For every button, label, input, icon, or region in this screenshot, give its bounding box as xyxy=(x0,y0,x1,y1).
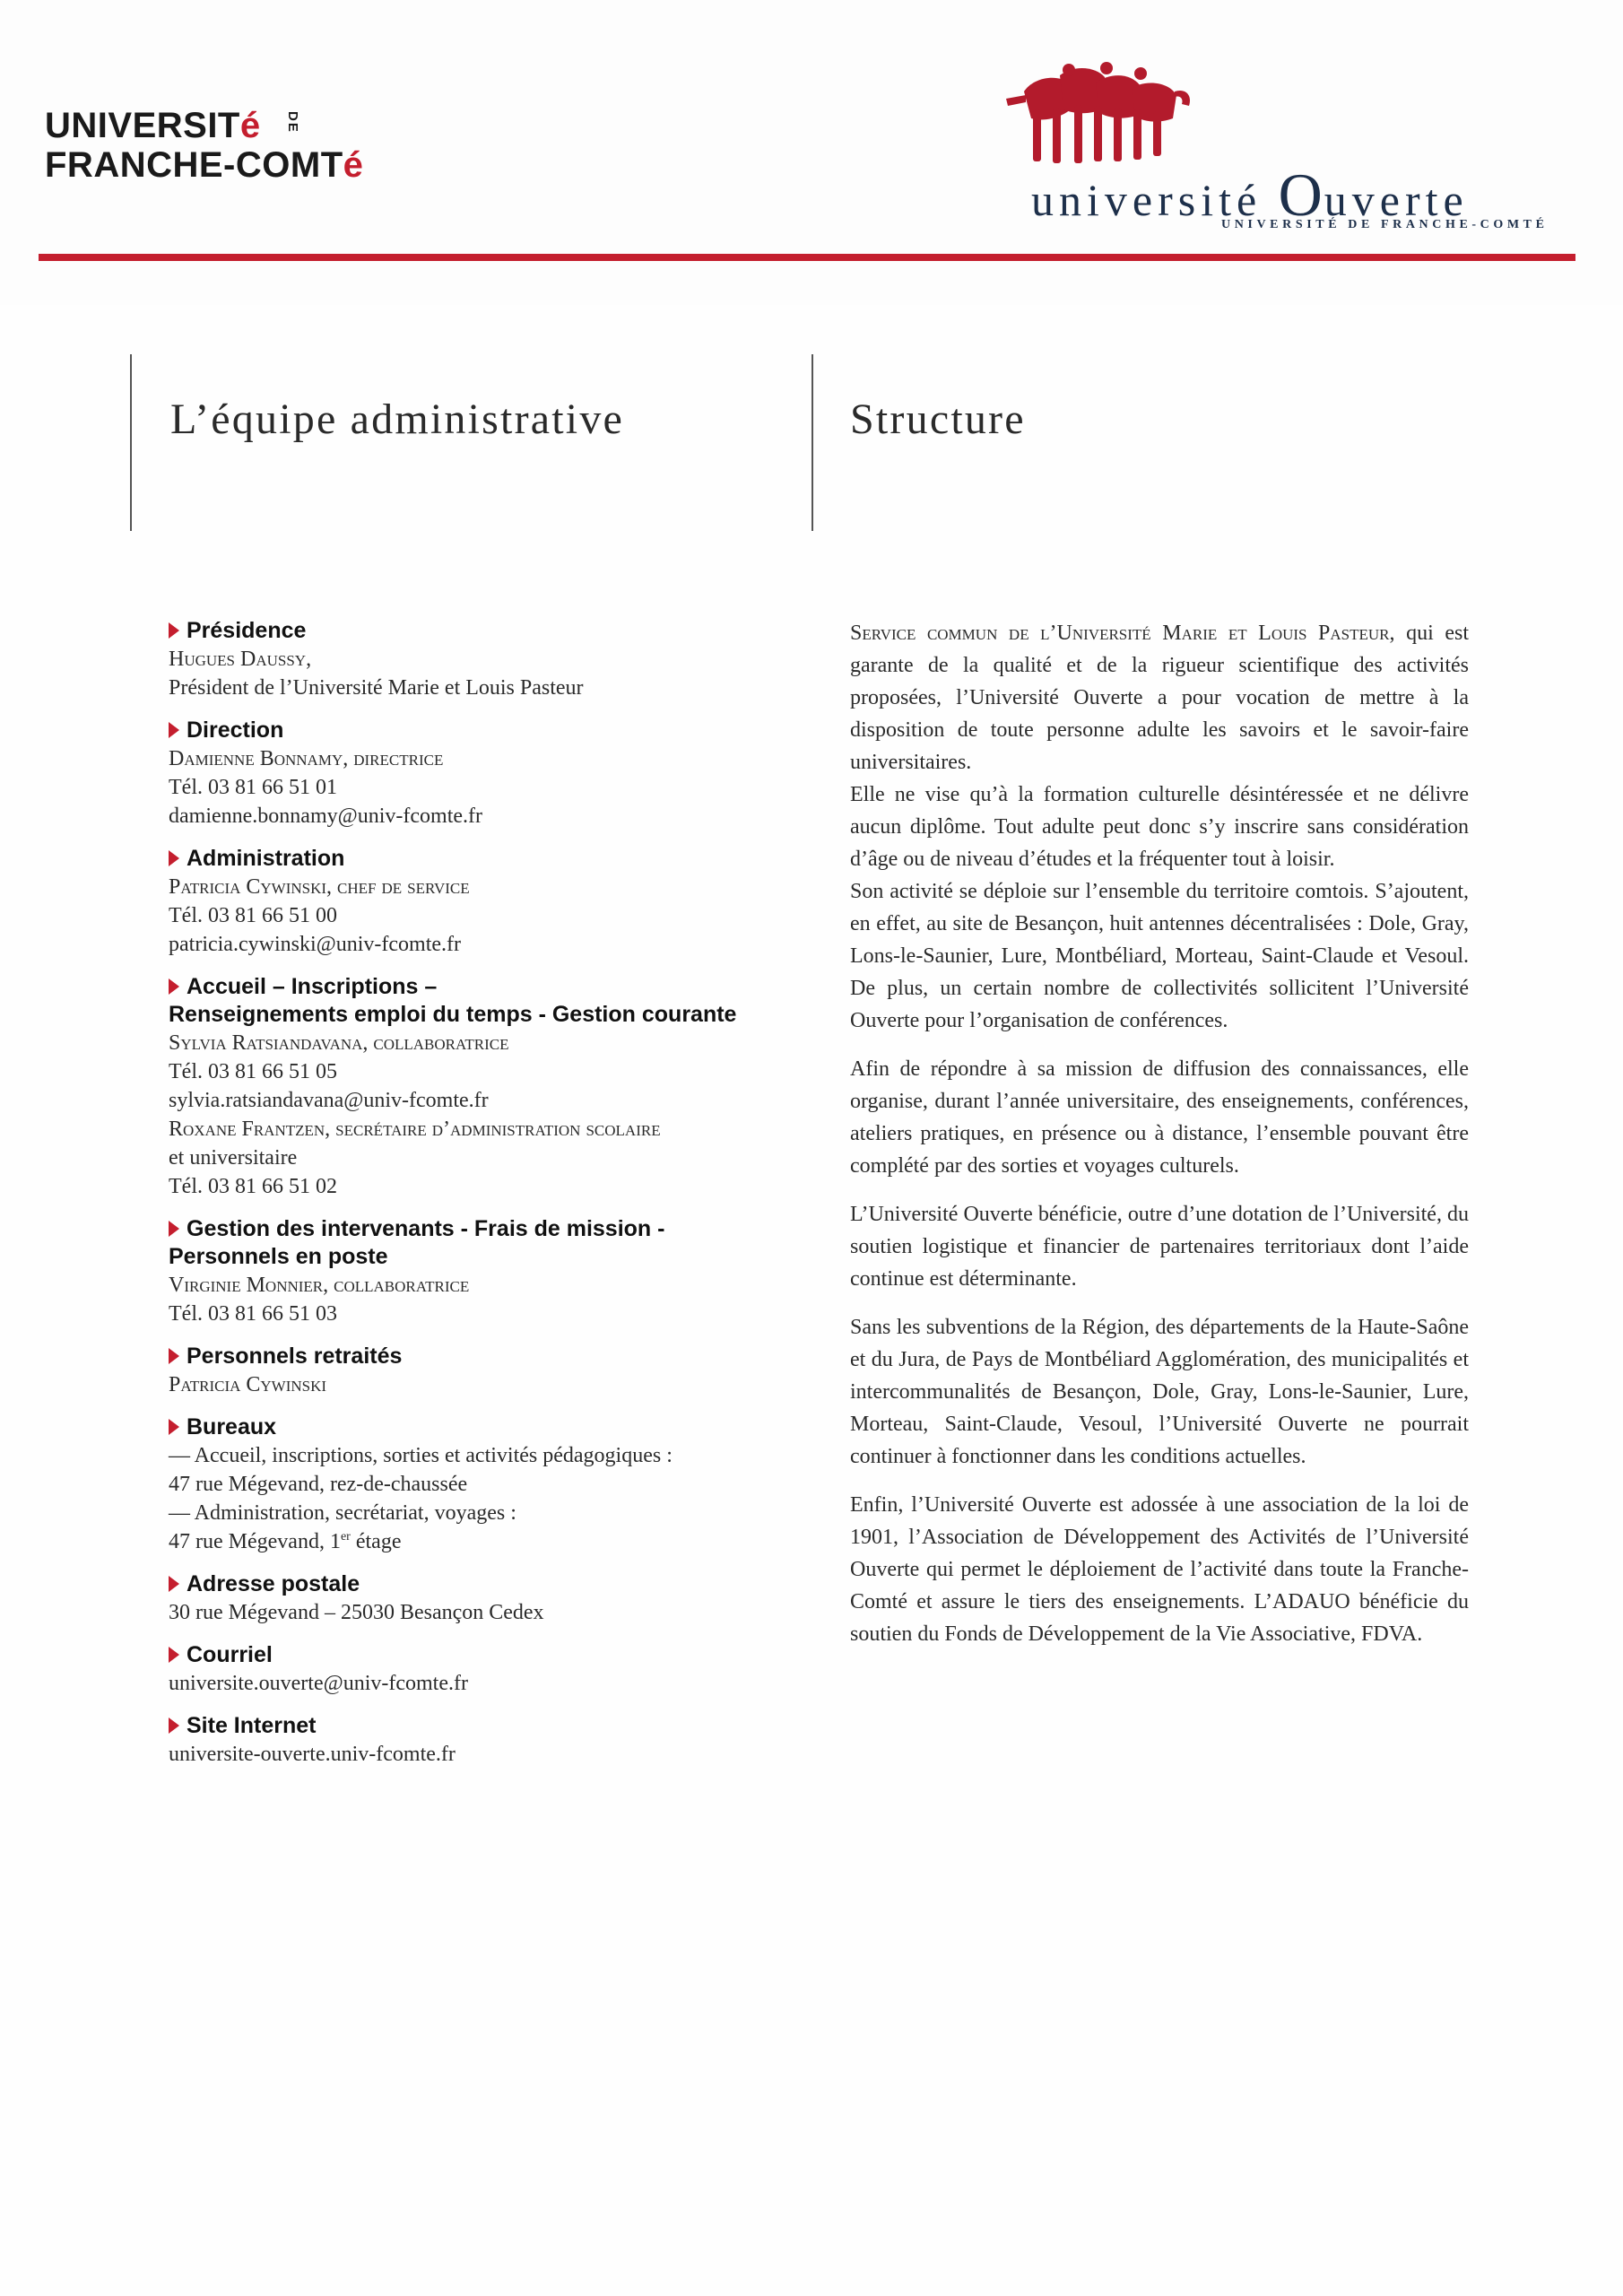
accueil-inscriptions-block xyxy=(169,973,796,1201)
header-red-rule xyxy=(39,254,1575,261)
uo-name-o: O xyxy=(1278,161,1324,229)
phone-number: Tél. 03 81 66 51 05 xyxy=(169,1060,337,1083)
heading-text: Direction xyxy=(187,718,284,743)
person-name: Roxane Frantzen, secrétaire d’administration scolaire xyxy=(169,1118,661,1141)
structure-paragraph: Elle ne vise qu’à la formation culturelle désintéressée et ne délivre aucun diplôme. Tout adulte peut donc s’y inscrire sans considération d’âge ou de niveau d’études et la fréquenter tout à loisir. xyxy=(850,783,1469,871)
adresse-postale-block xyxy=(169,1570,796,1627)
phone-number: Tél. 03 81 66 51 02 xyxy=(169,1175,337,1198)
structure-paragraph: Sans les subventions de la Région, des départements de la Haute-Saône et du Jura, de Pays de Montbéliard Agglomération, des municipalités et intercommunalités de Besançon, Dole, Gray, Lons-le-Saunier, Lure, Morteau, Saint-Claude, Vesoul, l’Université Ouverte ne pourrait continuer à fonctionner dans les conditions actuelles. xyxy=(850,1316,1469,1468)
red-arrow-icon xyxy=(169,722,179,738)
heading-text: Gestion des intervenants - Frais de mission - xyxy=(187,1216,665,1241)
office-line: — Administration, secrétariat, voyages : xyxy=(169,1501,516,1525)
right-title-rule xyxy=(812,354,813,531)
person-name: Virginie Monnier, collaboratrice xyxy=(169,1274,470,1297)
postal-address: 30 rue Mégevand – 25030 Besançon Cedex xyxy=(169,1601,544,1624)
section-heading xyxy=(169,1570,796,1598)
heading-text: Adresse postale xyxy=(187,1571,360,1596)
courriel-block xyxy=(169,1641,796,1698)
structure-paragraph: Afin de répondre à sa mission de diffusion des connaissances, elle organise, durant l’année universitaire, des enseignements, conférences, ateliers pratiques, en présence ou à distance, l’ensemble pouvant être complété par des sorties et voyages culturels. xyxy=(850,1057,1469,1178)
universite-ouverte-figures-icon xyxy=(1006,56,1194,170)
phone-number: Tél. 03 81 66 51 01 xyxy=(169,776,337,799)
heading-text: Courriel xyxy=(187,1642,273,1667)
heading-text: Site Internet xyxy=(187,1713,317,1738)
heading-text: Présidence xyxy=(187,618,307,643)
section-heading xyxy=(169,1641,796,1669)
structure-column xyxy=(850,617,1469,1666)
website-url: universite-ouverte.univ-fcomte.fr xyxy=(169,1743,456,1766)
heading-text: Personnels retraités xyxy=(187,1344,403,1369)
section-heading xyxy=(169,1215,796,1271)
right-section-title: Structure xyxy=(850,396,1026,443)
ufc-logo-accent: é xyxy=(239,106,261,145)
phone-number: Tél. 03 81 66 51 00 xyxy=(169,904,337,927)
heading-text: Administration xyxy=(187,846,345,871)
paragraph-text: qui est garante de la qualité et de la rigueur scientifique des activités proposées, l’Université Ouverte a pour vocation de mettre à la disposition de toute personne adulte les savoirs et le savoir-faire universitaires. xyxy=(850,622,1470,774)
office-line: — Accueil, inscriptions, sorties et activités pédagogiques : xyxy=(169,1444,673,1467)
person-role: et universitaire xyxy=(169,1146,298,1170)
ufc-logo-line2-text: FRANCHE-COMTé xyxy=(45,145,364,185)
red-arrow-icon xyxy=(169,1576,179,1592)
gestion-intervenants-block xyxy=(169,1215,796,1328)
person-name: Sylvia Ratsiandavana, collaboratrice xyxy=(169,1031,509,1055)
person-role: Président de l’Université Marie et Louis Pasteur xyxy=(169,676,584,700)
ufc-logo-line1-text: UNIVERSITé xyxy=(45,106,261,145)
heading-text: Bureaux xyxy=(187,1414,277,1439)
heading-text-continued: Renseignements emploi du temps - Gestion courante xyxy=(169,1002,737,1027)
administration-block xyxy=(169,845,796,959)
office-line: 47 rue Mégevand, rez-de-chaussée xyxy=(169,1473,468,1496)
ufc-logo xyxy=(45,106,364,196)
person-name: Damienne Bonnamy, directrice xyxy=(169,747,444,770)
ufc-logo-accent: é xyxy=(343,145,364,185)
heading-text-continued: Personnels en poste xyxy=(169,1244,388,1269)
ordinal-suffix: er xyxy=(340,1530,351,1544)
section-heading xyxy=(169,973,796,1029)
red-arrow-icon xyxy=(169,850,179,866)
email-address: damienne.bonnamy@univ-fcomte.fr xyxy=(169,804,482,828)
administrative-team-column xyxy=(169,617,796,1783)
email-address: patricia.cywinski@univ-fcomte.fr xyxy=(169,933,461,956)
uo-name-prefix: université xyxy=(1031,175,1263,225)
person-name: Patricia Cywinski xyxy=(169,1373,327,1396)
red-arrow-icon xyxy=(169,1348,179,1364)
heading-text: Accueil – Inscriptions – xyxy=(187,974,438,999)
red-arrow-icon xyxy=(169,1647,179,1663)
red-arrow-icon xyxy=(169,1718,179,1734)
red-arrow-icon xyxy=(169,1221,179,1237)
personnels-retraites-block xyxy=(169,1343,796,1399)
structure-paragraph: L’Université Ouverte bénéficie, outre d’une dotation de l’Université, du soutien logistique et financier de partenaires territoriaux dont l’aide continue est déterminante. xyxy=(850,1203,1469,1291)
bureaux-block xyxy=(169,1413,796,1556)
section-heading xyxy=(169,1413,796,1441)
email-address: sylvia.ratsiandavana@univ-fcomte.fr xyxy=(169,1089,489,1112)
left-title-rule xyxy=(130,354,132,531)
office-address: 47 rue Mégevand, 1 xyxy=(169,1530,341,1553)
site-internet-block xyxy=(169,1712,796,1769)
section-heading xyxy=(169,617,796,645)
direction-block xyxy=(169,717,796,831)
red-arrow-icon xyxy=(169,622,179,639)
office-floor: étage xyxy=(350,1530,402,1553)
section-heading xyxy=(169,1712,796,1740)
office-line xyxy=(169,1527,796,1556)
ufc-logo-de: DE xyxy=(285,111,300,134)
phone-number: Tél. 03 81 66 51 03 xyxy=(169,1302,337,1326)
person-name: Patricia Cywinski, chef de service xyxy=(169,875,470,899)
universite-ouverte-subtitle: UNIVERSITÉ DE FRANCHE-COMTÉ xyxy=(1221,218,1549,231)
person-name: Hugues Daussy, xyxy=(169,648,312,671)
paragraph-lead-caps: Service commun de l’Université Marie et Louis Pasteur, xyxy=(850,622,1395,645)
red-arrow-icon xyxy=(169,1419,179,1435)
left-section-title: L’équipe administrative xyxy=(170,396,625,443)
ufc-logo-line1 xyxy=(45,106,323,145)
structure-paragraph: Enfin, l’Université Ouverte est adossée à une association de la loi de 1901, l’Association de Développement des Activités de l’Université Ouverte qui permet le déploiement de l’activité dans toute la Franche-Comté et assure le tiers des enseignements. L’ADAUO bénéficie du soutien du Fonds de Développement de la Vie Associative, FDVA. xyxy=(850,1493,1469,1646)
contact-email: universite.ouverte@univ-fcomte.fr xyxy=(169,1672,468,1695)
uo-name-suffix: uverte xyxy=(1324,175,1469,225)
ufc-logo-line2 xyxy=(45,145,364,185)
presidence-block xyxy=(169,617,796,702)
red-arrow-icon xyxy=(169,978,179,995)
section-heading xyxy=(169,845,796,873)
section-heading xyxy=(169,717,796,744)
section-heading xyxy=(169,1343,796,1370)
structure-paragraph xyxy=(850,617,1469,778)
structure-paragraph: Son activité se déploie sur l’ensemble du territoire comtois. S’ajoutent, en effet, au site de Besançon, huit antennes décentralisées : Dole, Gray, Lons-le-Saunier, Lure, Montbéliard, Morteau, Saint-Claude et Vesoul. De plus, un certain nombre de collectivités sollicitent l’Université Ouverte pour l’organisation de conférences. xyxy=(850,880,1469,1032)
